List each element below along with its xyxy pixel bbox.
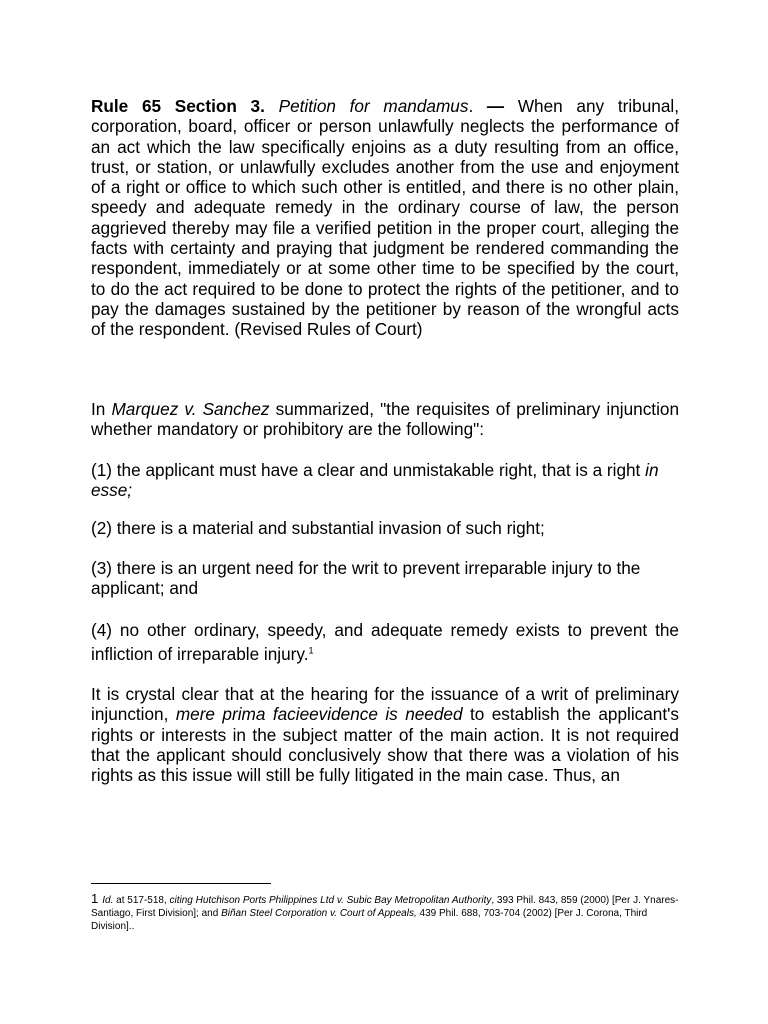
- requisite-3-text: (3) there is an urgent need for the writ to prevent irreparable injury to the applicant; and: [91, 558, 641, 599]
- requisite-4: [91, 618, 679, 666]
- conclusion-italic: mere prima facieevidence is needed: [175, 704, 463, 725]
- rule-dash: —: [473, 96, 518, 116]
- case-name: Marquez v. Sanchez: [111, 399, 270, 419]
- rule-heading: Rule 65 Section 3.: [91, 96, 265, 116]
- footnote-number: 1: [91, 891, 99, 906]
- intro-paragraph: [91, 399, 679, 440]
- footnote-citing: citing Hutchison Ports Philippines Ltd v. Subic Bay Metropolitan Authority: [169, 895, 492, 906]
- footnote-case2: Biñan Steel Corporation v. Court of Appeals,: [221, 908, 417, 919]
- requisite-1-text: (1) the applicant must have a clear and unmistakable right, that is a right: [91, 460, 646, 480]
- footnote-cite1: , 393 Phil. 843, 859 (2000) [Per J. Ynares-Santiago, First Division]; and: [91, 895, 679, 919]
- intro-body: summarized, "the requisites of preliminary injunction whether mandatory or prohibitory are the following":: [91, 399, 680, 440]
- conclusion-body: to establish the applicant's rights or interests in the subject matter of the main action. It is not required that the applicant should conclusively show that there was a violation of his rights as this issue will still be fully litigated in the main case. Thus, an: [91, 704, 680, 786]
- rule-paragraph: [91, 96, 679, 340]
- footnote-cite2: 439 Phil. 688, 703-704 (2002) [Per J. Corona, Third Division]..: [91, 908, 648, 932]
- conclusion-paragraph: [91, 684, 679, 785]
- requisite-4-text: (4) no other ordinary, speedy, and adequate remedy exists to prevent the infliction of irreparable injury.: [91, 620, 679, 664]
- footnote-pages: at 517-518,: [113, 895, 170, 906]
- rule-title-end: .: [468, 96, 474, 116]
- footnote-divider: [91, 883, 271, 884]
- requisite-1: [91, 460, 679, 501]
- rule-body: When any tribunal, corporation, board, officer or person unlawfully neglects the performance of an act which the law specifically enjoins as a duty resulting from an office, trust, or station, or unlawfully excludes another from the use and enjoyment of a right or office to which such other is entitled, and there is no other plain, speedy and adequate remedy in the ordinary course of law, the person aggrieved thereby may file a verified petition in the proper court, alleging the facts with certainty and praying that judgment be rendered commanding the respondent, immediately or at some other time to be specified by the court, to do the act required to be done to protect the rights of the petitioner, and to pay the damages sustained by the petitioner by reason of the wrongful acts of the respondent. (Revised Rules of Court): [91, 96, 679, 340]
- requisite-1-italic: in esse;: [91, 460, 659, 501]
- rule-title: Petition for mandamus: [278, 96, 469, 116]
- requisite-2: [91, 518, 679, 538]
- intro-lead: In: [91, 399, 112, 419]
- footnote: [91, 892, 691, 933]
- requisite-2-text: (2) there is a material and substantial invasion of such right;: [91, 518, 545, 538]
- footnote-id: Id.: [102, 895, 114, 906]
- requisite-3: [91, 558, 679, 599]
- conclusion-lead: It is crystal clear that at the hearing for the issuance of a writ of preliminary injunction,: [91, 684, 679, 725]
- footnote-reference[interactable]: 1: [308, 645, 314, 656]
